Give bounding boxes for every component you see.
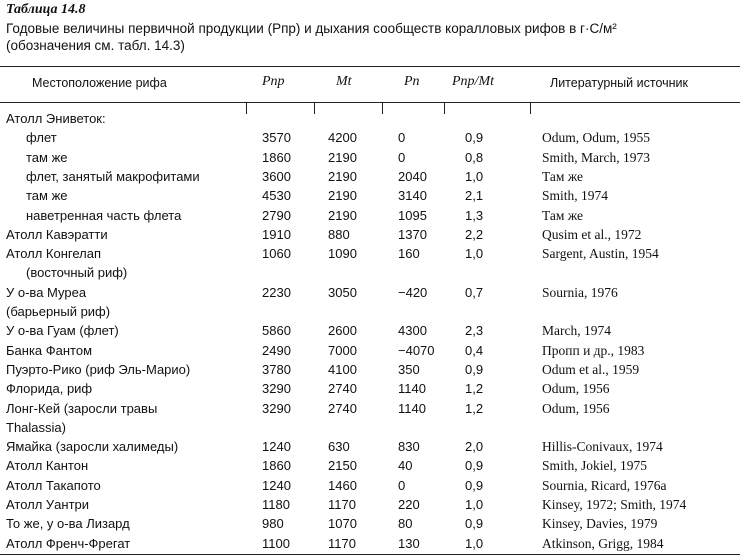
cell-location: Лонг-Кей (заросли травы (6, 400, 158, 416)
cell-pn: 80 (398, 516, 413, 532)
cell-mt: 1090 (328, 246, 357, 262)
cell-mt: 880 (328, 226, 350, 242)
header-pn: Pn (404, 74, 420, 89)
cell-ratio: 2,2 (465, 226, 484, 242)
cell-mt: 3050 (328, 284, 357, 300)
cell-pn: 4300 (398, 323, 427, 339)
cell-location: (восточный риф) (26, 265, 128, 281)
cell-location: У о-ва Муреа (6, 284, 87, 300)
top-rule (0, 66, 740, 67)
cell-mt: 2190 (328, 168, 357, 184)
table-caption (6, 20, 734, 54)
cell-pn: 3140 (398, 188, 427, 204)
table-row (0, 226, 740, 244)
header-ppr: Pпр (262, 74, 285, 89)
cell-ratio: 1,0 (465, 535, 484, 551)
cell-ratio: 0,9 (465, 458, 484, 474)
cell-location: (барьерный риф) (6, 304, 111, 319)
cell-pn: 1140 (398, 400, 426, 416)
cell-location: У о-ва Гуам (флет) (6, 323, 119, 339)
cell-ratio: 1,2 (465, 400, 484, 416)
cell-source: Smith, Jokiel, 1975 (542, 458, 648, 474)
cell-pn: −4070 (398, 342, 435, 358)
cell-mt: 4100 (328, 361, 357, 377)
cell-ppr: 2230 (262, 284, 291, 300)
cell-ppr: 1100 (262, 535, 290, 551)
cell-ratio: 1,0 (465, 497, 484, 512)
cell-ratio: 0,9 (465, 516, 484, 532)
cell-pn: 2040 (398, 168, 427, 184)
cell-location: Атолл Кантон (6, 458, 89, 474)
cell-ppr: 3290 (262, 400, 291, 416)
table-row (0, 149, 740, 167)
cell-location: наветренная часть флета (26, 207, 182, 223)
header-mt: Mt (336, 74, 352, 89)
header-location: Местоположение рифа (32, 76, 167, 90)
cell-location: там же (26, 149, 68, 165)
table-row (0, 245, 740, 263)
cell-location: Атолл Такапото (6, 477, 101, 493)
cell-mt: 2740 (328, 400, 357, 416)
cell-ppr: 3600 (262, 168, 291, 184)
table-row (0, 477, 740, 495)
cell-pn: 1095 (398, 207, 427, 223)
cell-mt: 630 (328, 439, 350, 455)
table-row (0, 361, 740, 379)
cell-ratio: 1,3 (465, 207, 484, 223)
cell-ppr: 1910 (262, 226, 291, 242)
cell-location: флет, занятый макрофитами (26, 168, 200, 184)
cell-mt: 1070 (328, 516, 357, 532)
cell-ppr: 1180 (262, 497, 290, 512)
cell-ppr: 1860 (262, 458, 291, 474)
header-source: Литературный источник (550, 76, 688, 90)
cell-pn: 830 (398, 439, 420, 455)
cell-ratio: 0,9 (465, 130, 484, 146)
cell-ppr: 4530 (262, 188, 291, 204)
caption-line-1: Годовые величины первичной продукции (Pпр) и дыхания сообществ коралловых рифов в г·С/м² (6, 21, 617, 36)
cell-ppr: 5860 (262, 323, 291, 339)
cell-ppr: 980 (262, 516, 284, 532)
header-ratio: Pпр/Mt (452, 74, 494, 89)
table-row (0, 168, 740, 186)
cell-ppr: 2790 (262, 207, 291, 223)
cell-ratio: 1,0 (465, 246, 484, 262)
cell-pn: 160 (398, 246, 420, 262)
cell-mt: 7000 (328, 342, 357, 358)
cell-source: Sournia, Ricard, 1976a (542, 477, 667, 493)
cell-pn: 0 (398, 149, 406, 165)
cell-ratio: 0,9 (465, 361, 484, 377)
cell-source: Sargent, Austin, 1954 (542, 246, 659, 262)
cell-source: Odum, 1956 (542, 381, 610, 397)
cell-ppr: 2490 (262, 342, 291, 358)
cell-mt: 2600 (328, 323, 357, 339)
table-row (0, 419, 740, 437)
cell-source: Odum et al., 1959 (542, 361, 640, 377)
cell-location: Банка Фантом (6, 342, 93, 358)
table-row (0, 457, 740, 475)
cell-location: То же, у о-ва Лизард (6, 516, 130, 532)
cell-mt: 2190 (328, 188, 357, 204)
table-number: Таблица 14.8 (6, 2, 86, 17)
cell-location: Атолл Кавэратти (6, 226, 108, 242)
table-row (0, 303, 740, 321)
cell-location: Атолл Френч-Фрегат (6, 535, 131, 551)
table-row (0, 207, 740, 225)
table-row (0, 264, 740, 282)
cell-ppr: 3570 (262, 130, 291, 146)
cell-mt: 2190 (328, 207, 357, 223)
cell-source: Smith, March, 1973 (542, 149, 650, 165)
cell-ppr: 1060 (262, 246, 291, 262)
cell-location: Атолл Эниветок: (6, 111, 106, 126)
header-rule (0, 102, 740, 103)
table-row (0, 342, 740, 360)
cell-ratio: 0,8 (465, 149, 484, 165)
cell-ratio: 0,4 (465, 342, 484, 358)
table-row (0, 496, 740, 514)
cell-location: Ямайка (заросли халимеды) (6, 439, 179, 455)
cell-ratio: 0,9 (465, 477, 484, 493)
table-row (0, 535, 740, 553)
table-row (0, 438, 740, 456)
table-row (0, 187, 740, 205)
cell-mt: 4200 (328, 130, 357, 146)
cell-ppr: 1860 (262, 149, 291, 165)
cell-ppr: 3780 (262, 361, 291, 377)
cell-location: Пуэрто-Рико (риф Эль-Марио) (6, 361, 191, 377)
cell-source: Smith, 1974 (542, 188, 609, 204)
cell-ppr: 1240 (262, 439, 291, 455)
cell-source: Hillis-Conivaux, 1974 (542, 439, 663, 455)
cell-source: Odum, 1956 (542, 400, 610, 416)
table-row (0, 400, 740, 418)
cell-mt: 2740 (328, 381, 357, 397)
cell-pn: 1370 (398, 226, 427, 242)
cell-location: флет (26, 130, 57, 146)
table-row (0, 322, 740, 340)
bottom-rule (0, 554, 740, 555)
cell-pn: 1140 (398, 381, 426, 397)
table-row (0, 110, 740, 128)
cell-source: March, 1974 (542, 323, 611, 339)
cell-ratio: 2,0 (465, 439, 484, 455)
cell-mt: 1170 (328, 497, 356, 512)
cell-pn: 0 (398, 477, 406, 493)
cell-pn: 0 (398, 130, 406, 146)
caption-line-2: (обозначения см. табл. 14.3) (6, 38, 185, 53)
cell-source: Пропп и др., 1983 (542, 342, 645, 358)
cell-pn: 350 (398, 361, 420, 377)
cell-ratio: 0,7 (465, 284, 484, 300)
cell-location: Атолл Уантри (6, 497, 90, 512)
cell-source: Kinsey, 1972; Smith, 1974 (542, 497, 687, 512)
cell-pn: 40 (398, 458, 413, 474)
cell-mt: 1170 (328, 535, 356, 551)
cell-location: там же (26, 188, 68, 204)
cell-source: Там же (542, 168, 583, 184)
cell-source: Qusim et al., 1972 (542, 226, 642, 242)
cell-location: Атолл Конгелап (6, 246, 102, 262)
table-row (0, 284, 740, 302)
cell-mt: 1460 (328, 477, 357, 493)
cell-source: Sournia, 1976 (542, 284, 618, 300)
cell-source: Odum, Odum, 1955 (542, 130, 650, 146)
cell-ratio: 2,3 (465, 323, 484, 339)
cell-mt: 2190 (328, 149, 357, 165)
cell-ratio: 1,2 (465, 381, 484, 397)
cell-pn: −420 (398, 284, 428, 300)
cell-pn: 130 (398, 535, 420, 551)
cell-ppr: 3290 (262, 381, 291, 397)
cell-pn: 220 (398, 497, 420, 512)
cell-ppr: 1240 (262, 477, 291, 493)
cell-source: Atkinson, Grigg, 1984 (542, 535, 664, 551)
cell-source: Kinsey, Davies, 1979 (542, 516, 658, 532)
table-row (0, 129, 740, 147)
cell-mt: 2150 (328, 458, 357, 474)
cell-location: Флорида, риф (6, 381, 93, 397)
cell-location: Thalassia) (6, 419, 66, 435)
cell-ratio: 1,0 (465, 168, 484, 184)
table-row (0, 515, 740, 533)
cell-ratio: 2,1 (465, 188, 484, 204)
table-row (0, 380, 740, 398)
cell-source: Там же (542, 207, 583, 223)
